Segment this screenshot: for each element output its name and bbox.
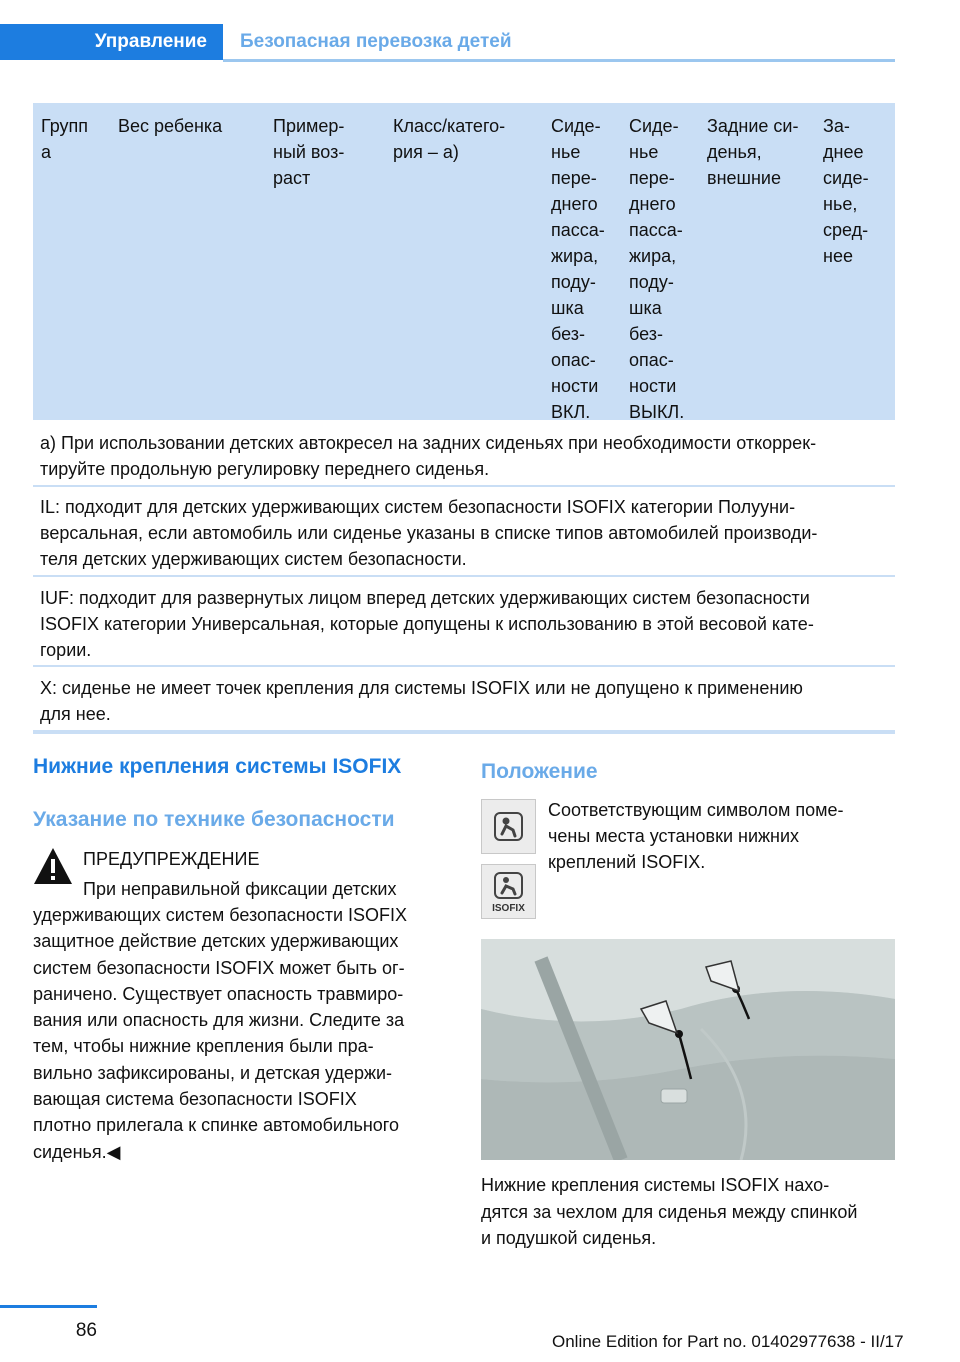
table-note-x: X: сиденье не имеет точек крепления для системы ISOFIX или не допущено к применению для нее. [40,678,803,724]
divider [33,665,895,667]
col-group: Групп а [41,116,89,162]
warning-icon [33,846,73,886]
header-rule [223,59,895,62]
child-seat-symbol-icon [481,799,536,854]
table-note-il: IL: подходит для детских удерживающих систем безопасности ISOFIX категории Полууни- версальная, если автомобиль или сиденье указаны в списке типов автомобилей производи- теля детских удерживающих систем безопасности. [40,497,818,569]
divider [33,485,895,487]
divider [33,575,895,577]
warning-first-line: При неправильной фиксации детских [83,879,397,899]
header-section: Управление [0,24,223,60]
col-age: Пример- ный воз- раст [273,116,345,188]
isofix-anchor-photo [481,939,895,1160]
table-note-a: а) При использовании детских автокресел на задних сиденьях при необходимости откоррек- тируйте продольную регулировку переднего сиденья. [40,433,817,479]
subsection-heading: Указание по технике безопасности [33,808,395,831]
page-number: 86 [75,1320,97,1341]
table-note-iuf: IUF: подходит для развернутых лицом вперед детских удерживающих систем безопасности ISOFIX категории Универсальная, которые допущены к использованию в этой весовой кате- гории. [40,588,814,660]
position-paragraph: Соответствующим символом поме- чены места установки нижних креплений ISOFIX. [548,800,844,872]
isofix-symbol-label: ISOFIX [492,903,525,914]
position-heading: Положение [481,760,598,783]
warning-body: удерживающих систем безопасности ISOFIX защитное действие детских удерживающих систем безопасности ISOFIX может быть ог- раничено. Существует опасность травмиро- вания или опасность для жизни. Следите за тем, чтобы нижние крепления были пра- вильно зафиксированы, и детская удержи- вающая система безопасности ISOFIX плотно прилегала к спинке автомобильного сиденья.◀ [33,905,408,1162]
table-end-rule [33,730,895,734]
footer-rule [0,1305,97,1308]
warning-title: ПРЕДУПРЕЖДЕНИЕ [83,849,260,869]
col-class: Класс/катего- рия – а) [393,116,506,162]
edition-info: Online Edition for Part no. 01402977638 - II/17 [552,1332,904,1351]
col-front-off: Сиде- нье пере- днего пасса- жира, поду- шка без- опас- ности ВЫКЛ. [629,116,685,422]
isofix-symbol-icon [481,864,536,919]
photo-caption: Нижние крепления системы ISOFIX нахо- дятся за чехлом для сиденья между спинкой и подушкой сиденья. [481,1175,858,1248]
col-weight: Вес ребенка [118,116,223,136]
col-front-on: Сиде- нье пере- днего пасса- жира, поду- шка без- опас- ности ВКЛ. [551,116,605,422]
col-rear-center: За- днее сиде- нье, сред- нее [823,116,869,266]
table-header [33,103,895,420]
section-heading: Нижние крепления системы ISOFIX [33,755,402,778]
running-header [0,24,895,60]
col-rear-outer: Задние си- денья, внешние [707,116,799,188]
header-subsection: Безопасная перевозка детей [240,31,512,52]
